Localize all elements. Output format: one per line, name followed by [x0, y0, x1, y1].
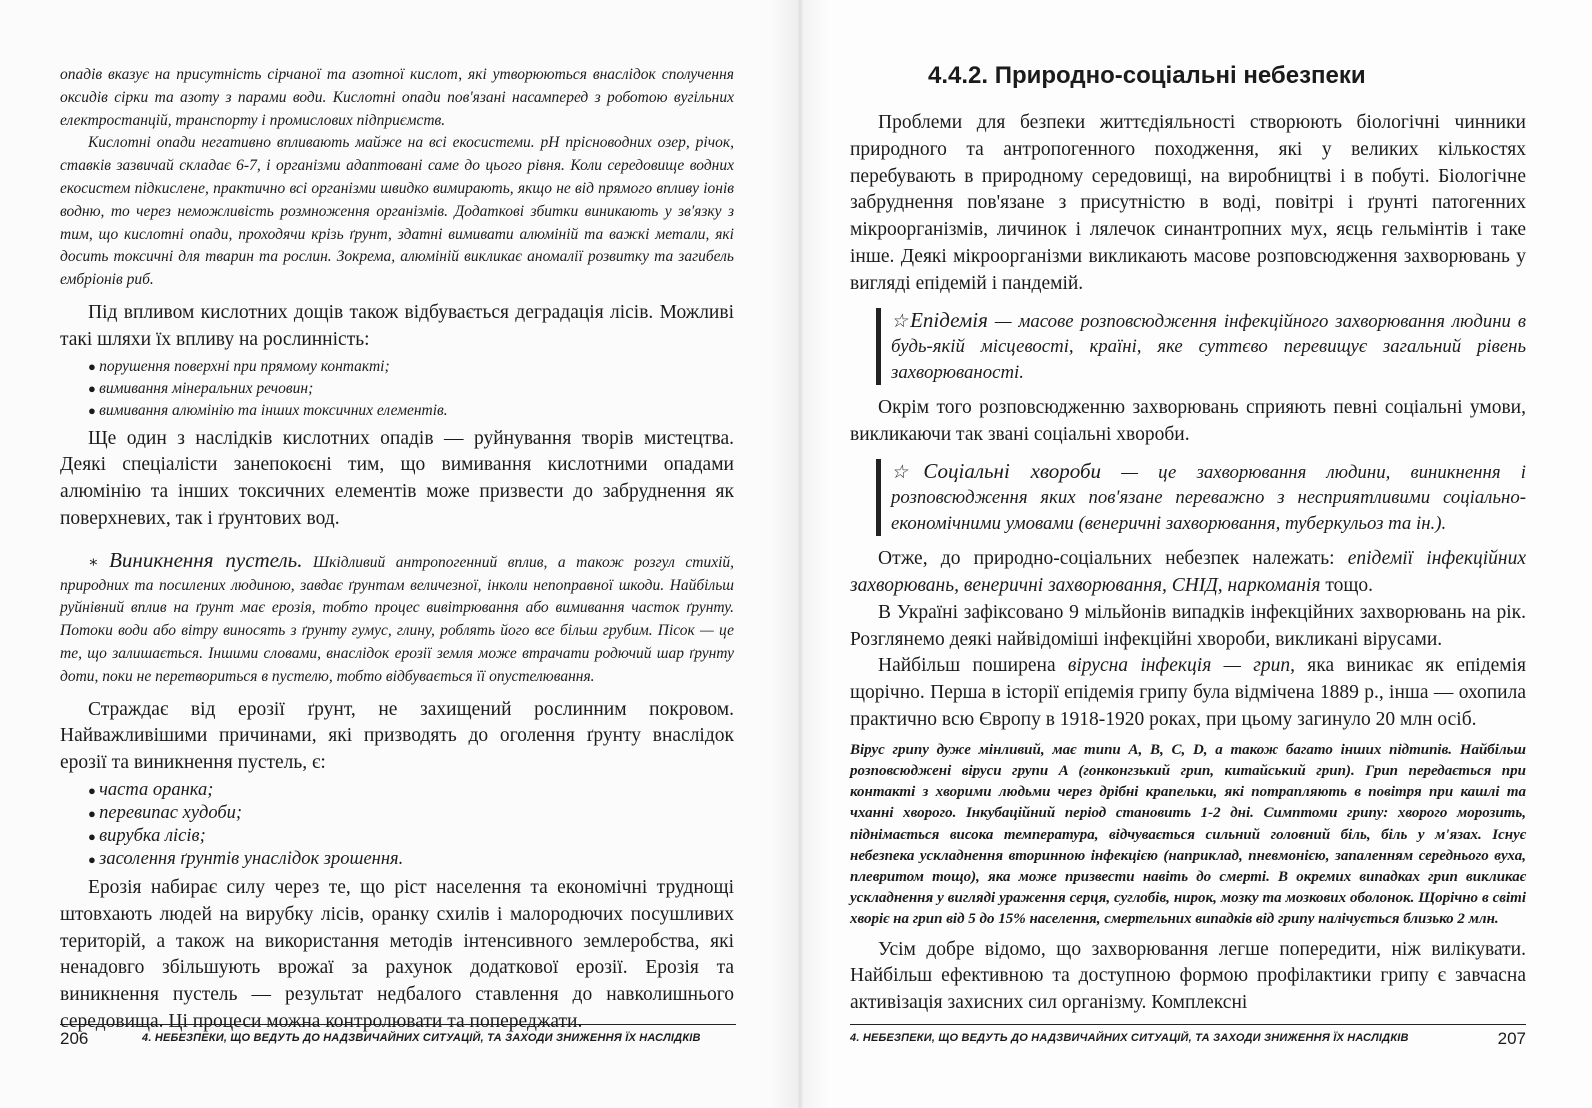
definition-text: — масове розповсюдження інфекційного захворювання людини в будь-якій місцевості, країні, яке суттєво перевищує загальний рівень захворюваності. — [891, 310, 1527, 383]
right-page-footer — [850, 1024, 1526, 1053]
definition-term: Епідемія — [910, 307, 988, 332]
running-footer: 4. НЕБЕЗПЕКИ, ЩО ВЕДУТЬ ДО НАДЗВИЧАЙНИХ СИТУАЦІЙ, ТА ЗАХОДИ ЗНИЖЕННЯ ЇХ НАСЛІДКІВ — [142, 1032, 701, 1044]
para-list — [850, 546, 1526, 600]
para-flu-start: Найбільш поширена — [878, 655, 1056, 677]
intro-italic-1: опадів вказує на присутність сірчаної та азотної кислот, які утворюються внаслідок сполучення оксидів сірки та азоту з парами води. Кислотні опади пов'язані насамперед з роботою вугільних електростанцій, транспорту і промислових підприємств. — [60, 66, 734, 129]
page-number: 206 — [60, 1029, 89, 1048]
para-social: Окрім того розповсюдженню захворювань сприяють певні соціальні умови, викликаючи так звані соціальні хвороби. — [850, 397, 1526, 445]
definition-term: Соціальні хвороби — [923, 458, 1102, 483]
right-page-content — [850, 62, 1526, 1017]
erosion-bullet-list — [60, 779, 734, 871]
list-item: ● часта оранка; — [88, 779, 734, 802]
definition-epidemic — [876, 308, 1526, 386]
star-icon: ☆ — [891, 310, 911, 332]
list-item: ● вимивання алюмінію та інших токсичних елементів. — [88, 400, 734, 422]
list-item: ● вирубка лісів; — [88, 825, 734, 848]
asterisk-icon: ∗ — [88, 553, 99, 571]
para-ukraine: В Україні зафіксовано 9 мільйонів випадків інфекційних захворювань на рік. Розглянемо деякі найвідоміші інфекційні хвороби, викликані вірусами. — [850, 601, 1526, 650]
list-item: ● перевипас худоби; — [88, 802, 734, 825]
para-prevent: Усім добре відомо, що захворювання легше попередити, ніж вилікувати. Найбільш ефективною та доступною формою профілактики грипу є завчасна активізація захисних сил організму. Комплексні — [850, 938, 1526, 1014]
para-flu-term: вірусна інфекція — грип, — [1067, 655, 1295, 677]
page-number: 207 — [1497, 1029, 1526, 1048]
desert-text: Шкідливий антропогенний вплив, а також розгул стихій, природних та посилених людиною, завдає ґрунтам величезної, інколи непоправної шкоди. Найбільш руйнівний вплив на ґрунт має ерозія, тобто процес вивітрювання або вимивання часток ґрунту. Потоки води або вітру виносять з ґрунту гумус, глину, роблять його все більш грубим. Пісок — це те, що залишається. Іншими словами, внаслідок ерозії земля може втрачати родючий шар ґрунту доти, поки не перетвориться в пустелю, тобто відбувається її опустелювання. — [60, 553, 735, 685]
definition-text: — це захворювання людини, виникнення і розповсюдження яких пов'язане переважно з несприятливими соціально-економічними умовами (венеричні захворювання, туберкульоз та ін.). — [891, 461, 1526, 534]
para-forests: Під впливом кислотних дощів також відбувається деградація лісів. Можливі такі шляхи їх впливу на рослинність: — [60, 301, 734, 350]
para-list-lead: Отже, до природно-соціальних небезпек належать: — [878, 548, 1335, 570]
para-final: Ерозія набирає силу через те, що ріст населення та економічні труднощі штовхають людей на вирубку лісів, оранку схилів і малородючих посушливих територій, а також на використання методів інтенсивного землеробства, які ненадовго збільшують врожаї за рахунок додаткової ерозії. Ерозія та виникнення пустель — результат недбалого ставлення до навколишнього середовища. Ці процеси можна контролювати та попереджати. — [60, 876, 734, 1032]
left-page-content — [60, 64, 734, 1036]
star-icon: ☆ — [891, 461, 924, 483]
desert-term: Виникнення пустель. — [109, 547, 303, 572]
section-title: 4.4.2. Природно-соціальні небезпеки — [928, 62, 1366, 89]
book-gutter — [770, 0, 830, 1108]
list-item: ● порушення поверхні при прямому контакті; — [88, 356, 734, 378]
forest-bullet-list — [60, 356, 734, 422]
para-intro: Проблеми для безпеки життєдіяльності створюють біологічні чинники природного та антропогенного походження, які у великих кількостях перебувають в природному середовищі, на виробництві і в побуті. Біологічне забруднення пов'язане з присутністю в воді, повітрі і ґрунті патогенних мікроорганізмів, личинок і лялечок синантропних мух, яєць гельмінтів і таке інше. Деякі мікроорганізми викликають масове розповсюдження захворювань у вигляді епідемій і пандемій. — [850, 112, 1526, 294]
para-flu-end: яка виникає як епідемія щорічно. Перша в історії епідемія грипу була відмічена 1889 р., інша — охопила практично всю Європу в 1918-1920 роках, при цьому загинуло 20 млн осіб. — [850, 655, 1527, 730]
desert-paragraph — [60, 549, 734, 689]
running-footer: 4. НЕБЕЗПЕКИ, ЩО ВЕДУТЬ ДО НАДЗВИЧАЙНИХ СИТУАЦІЙ, ТА ЗАХОДИ ЗНИЖЕННЯ ЇХ НАСЛІДКІВ — [850, 1032, 1409, 1044]
flu-detail: Вірус грипу дуже мінливий, має типи A, B, C, D, а також багато інших підтипів. Найбільш розповсюджені віруси групи A (гонконгзький грип, китайський грип). Грип передається при контакті з хворими людьми через дрібні крапельки, які потрапляють в повітря при кашлі та чханні хворого. Інкубаційний період становить 1-2 дні. Симптоми грипу: хворого морозить, піднімається висока температура, відчувається сильний головний біль, біль у м'язах. Існує небезпека ускладнення вторинною інфекцією (наприклад, пневмонією, запаленням середнього вуха, плевритом тощо), яка може призвести навіть до смерті. В окремих випадках грип викликає ускладнення у вигляді ураження серця, суглобів, нирок, мозку та мозкових оболонок. Щорічно в світі хворіє на грип від 5 до 15% населення, смертельних випадків від грипу налічується близько 2 млн. — [850, 741, 1526, 928]
para-list-tail: тощо. — [1325, 574, 1373, 596]
para-erosion: Страждає від ерозії ґрунт, не захищений рослинним покровом. Найважливішими причинами, які призводять до оголення ґрунту внаслідок ерозії та виникнення пустель, є: — [60, 698, 734, 774]
list-item: ● вимивання мінеральних речовин; — [88, 378, 734, 400]
list-item: ● засолення ґрунтів унаслідок зрошення. — [88, 848, 734, 871]
para-list-items: епідемії інфекційних захворювань, венеричні захворювання, СНІД, наркоманія — [850, 548, 1526, 596]
definition-social-diseases — [876, 459, 1526, 537]
para-art: Ще один з наслідків кислотних опадів — руйнування творів мистецтва. Деякі спеціалісти занепокоєні тим, що вимивання кислотними опадами алюмінію та інших токсичних елементів може призвести до забруднення як поверхневих, так і ґрунтових вод. — [60, 427, 734, 529]
left-page-footer — [60, 1024, 736, 1053]
intro-italic-2: Кислотні опади негативно впливають майже на всі екосистеми. pH прісноводних озер, річок, ставків зазвичай складає 6-7, і організми адаптовані саме до цього рівня. Коли середовище водних екосистем підкислене, практично всі організми швидко вимирають, якщо не від прямого впливу іонів водню, то через неможливість розмноження організмів. Додаткові збитки виникають у зв'язку з тим, що кислотні опади, проходячи крізь ґрунт, здатні вимивати алюміній та важкі метали, які досить токсичні для тварин та рослин. Зокрема, алюміній викликає аномалії розвитку та загибель ембріонів риб. — [60, 134, 734, 289]
para-flu — [850, 653, 1526, 733]
